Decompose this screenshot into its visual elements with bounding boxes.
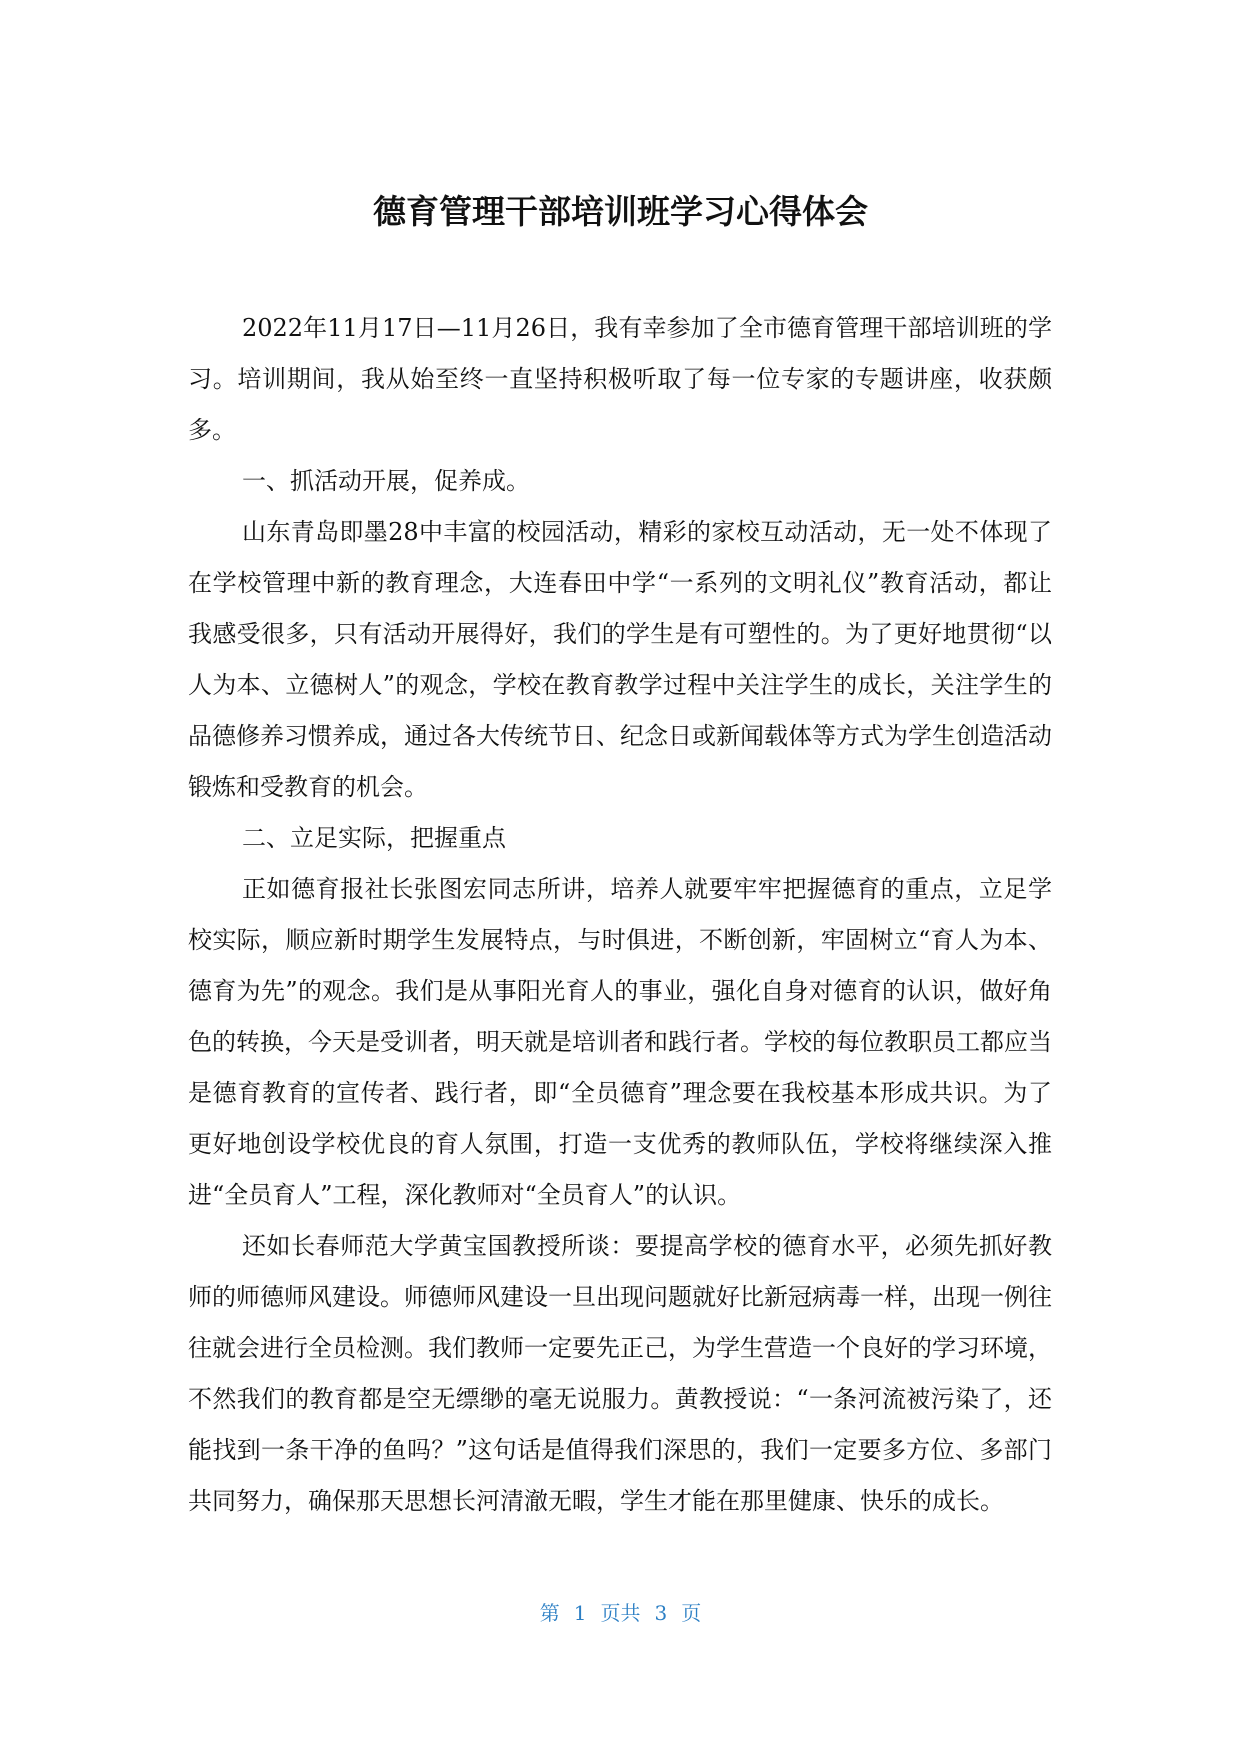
paragraph-activities: 山东青岛即墨28中丰富的校园活动，精彩的家校互动活动，无一处不体现了在学校管理中新的教育理念，大连春田中学“一系列的文明礼仪”教育活动，都让我感受很多，只有活动开展得好，我们的学生是有可塑性的。为了更好地贯彻“以人为本、立德树人”的观念，学校在教育教学过程中关注学生的成长，关注学生的品德修养习惯养成，通过各大传统节日、纪念日或新闻载体等方式为学生创造活动锻炼和受教育的机会。 xyxy=(188,518,1052,801)
footer-suffix: 页 xyxy=(681,1601,702,1625)
document-body xyxy=(188,303,1052,1527)
section-heading-1: 一、抓活动开展，促养成。 xyxy=(242,467,530,495)
paragraph-ethics: 还如长春师范大学黄宝国教授所谈：要提高学校的德育水平，必须先抓好教师的师德师风建设。师德师风建设一旦出现问题就好比新冠病毒一样，出现一例往往就会进行全员检测。我们教师一定要先正己，为学生营造一个良好的学习环境，不然我们的教育都是空无缥缈的毫无说服力。黄教授说：“一条河流被污染了，还能找到一条干净的鱼吗？”这句话是值得我们深思的，我们一定要多方位、多部门共同努力，确保那天思想长河清澈无暇，学生才能在那里健康、快乐的成长。 xyxy=(188,1232,1052,1515)
paragraph-focus: 正如德育报社长张图宏同志所讲，培养人就要牢牢把握德育的重点，立足学校实际，顺应新时期学生发展特点，与时俱进，不断创新，牢固树立“育人为本、德育为先”的观念。我们是从事阳光育人的事业，强化自身对德育的认识，做好角色的转换，今天是受训者，明天就是培训者和践行者。学校的每位教职员工都应当是德育教育的宣传者、践行者，即“全员德育”理念要在我校基本形成共识。为了更好地创设学校优良的育人氛围，打造一支优秀的教师队伍，学校将继续深入推进“全员育人”工程，深化教师对“全员育人”的认识。 xyxy=(188,875,1052,1209)
footer-page-number: 1 xyxy=(573,1601,587,1625)
page-footer xyxy=(0,1597,1241,1626)
document-title: 德育管理干部培训班学习心得体会 xyxy=(373,192,868,231)
section-heading-2: 二、立足实际，把握重点 xyxy=(242,824,506,852)
footer-middle: 页共 xyxy=(600,1601,641,1625)
paragraph-intro: 2022年11月17日—11月26日，我有幸参加了全市德育管理干部培训班的学习。培训期间，我从始至终一直坚持积极听取了每一位专家的专题讲座，收获颇多。 xyxy=(188,314,1052,444)
footer-prefix: 第 xyxy=(539,1601,560,1625)
footer-total-pages: 3 xyxy=(654,1601,668,1625)
